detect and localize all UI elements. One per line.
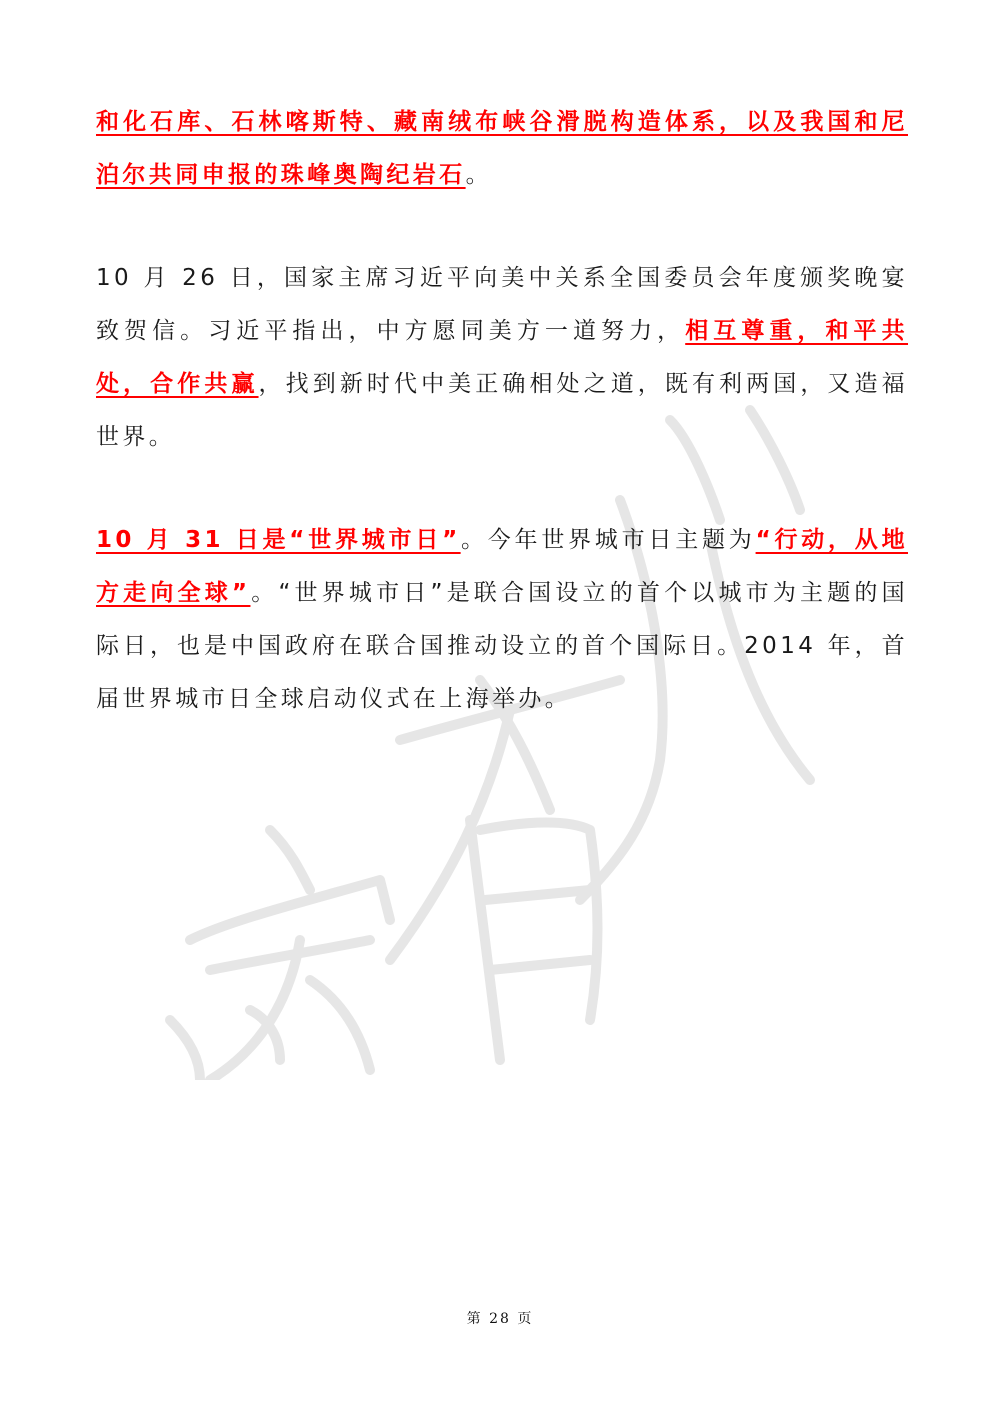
paragraph-text: 。 bbox=[465, 162, 493, 188]
highlight-principles: 相互尊重，和平共处，合作共赢 bbox=[96, 318, 909, 397]
paragraph-text: ，找到新时代中美正确相处之道，既有利两国，又造福世界。 bbox=[96, 371, 908, 450]
highlight-geology-sites: 和化石库、石林喀斯特、藏南绒布峡谷滑脱构造体系，以及我国和尼泊尔共同申报的珠峰奥陶纪岩石 bbox=[96, 109, 908, 188]
paragraph-text: 。“世界城市日”是联合国设立的首个以城市为主题的国际日，也是中国政府在联合国推动设立的首个国际日。2014 年，首届世界城市日全球启动仪式在上海举办。 bbox=[96, 580, 908, 712]
paragraph-world-cities-day bbox=[96, 514, 908, 726]
paragraph-fossil-sites bbox=[96, 96, 908, 202]
highlight-theme: “行动，从地方走向全球” bbox=[96, 527, 908, 606]
page-number: 第 28 页 bbox=[466, 1311, 534, 1327]
document-body bbox=[96, 96, 908, 776]
paragraph-text: 10 月 26 日，国家主席习近平向美中关系全国委员会年度颁奖晚宴致贺信。习近平指出，中方愿同美方一道努力， bbox=[96, 265, 908, 344]
paragraph-text: 。今年世界城市日主题为 bbox=[460, 527, 756, 553]
highlight-world-cities-day: 10 月 31 日是“世界城市日” bbox=[96, 527, 461, 553]
paragraph-congratulatory-letter bbox=[96, 252, 908, 464]
